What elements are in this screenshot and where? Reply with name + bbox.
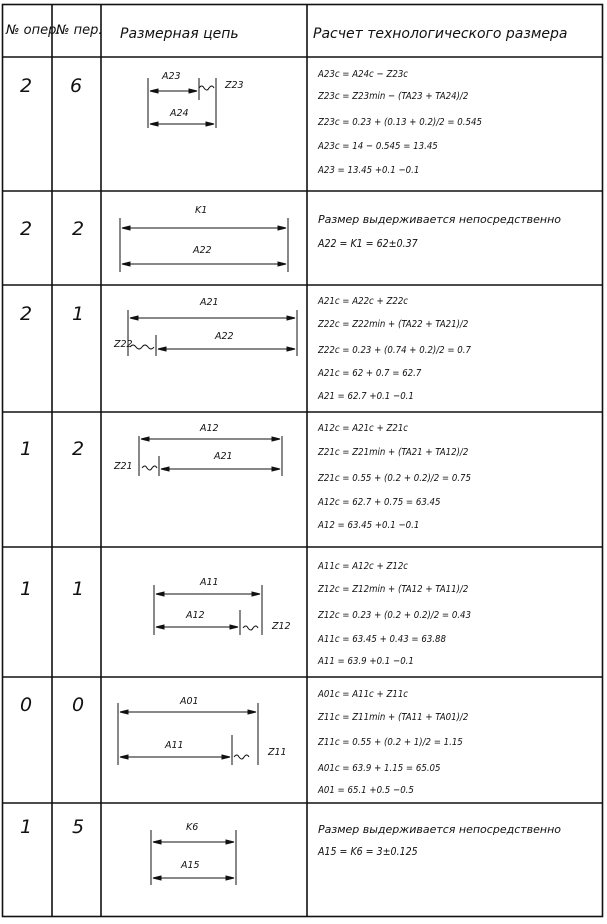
chain-label-top: A21: [200, 297, 219, 308]
row-transition-number: 1: [72, 303, 85, 325]
row-op-number: 1: [20, 578, 33, 600]
chain-label-bottom: A21: [214, 451, 233, 462]
calc-line: Z12c = Z12min + (TA12 + TA11)/2: [318, 584, 469, 595]
row-transition-number: 0: [72, 694, 85, 716]
chain-label-top: A23: [162, 71, 181, 82]
header-calculation: Расчет технологического размера: [313, 26, 568, 42]
row-transition-number: 2: [72, 438, 85, 460]
row-op-number: 2: [20, 303, 33, 325]
calc-line: A15 = K6 = 3±0.125: [318, 845, 418, 858]
calc-line: A22 = K1 = 62±0.37: [318, 237, 418, 250]
calc-line: A23c = 14 − 0.545 = 13.45: [318, 141, 438, 152]
chain-label-top: A01: [180, 696, 199, 707]
row-transition-number: 5: [72, 816, 85, 838]
calc-line: A01c = 63.9 + 1.15 = 65.05: [318, 763, 441, 774]
calc-line: Z22c = Z22min + (TA22 + TA21)/2: [318, 319, 469, 330]
calc-line: A23 = 13.45 +0.1 −0.1: [318, 165, 420, 176]
calc-line: Z11c = Z11min + (TA11 + TA01)/2: [318, 712, 469, 723]
calc-line: A12 = 63.45 +0.1 −0.1: [318, 520, 420, 531]
calc-line: Z22c = 0.23 + (0.74 + 0.2)/2 = 0.7: [318, 345, 471, 356]
calc-line: A01c = A11c + Z11c: [318, 689, 409, 700]
header-dimension-chain: Размерная цепь: [120, 26, 239, 42]
row-transition-number: 6: [70, 75, 83, 97]
header-op-number: № опер.: [6, 23, 61, 38]
calc-line: Z21c = Z21min + (TA21 + TA12)/2: [318, 447, 469, 458]
chain-label-allowance: Z22: [114, 339, 133, 350]
row-transition-number: 1: [72, 578, 85, 600]
chain-label-bottom: A12: [186, 610, 205, 621]
calc-line: A12c = 62.7 + 0.75 = 63.45: [318, 497, 441, 508]
calc-line: A11c = 63.45 + 0.43 = 63.88: [318, 634, 446, 645]
row-op-number: 1: [20, 438, 33, 460]
calc-line: Размер выдерживается непосредственно: [318, 823, 562, 836]
calc-line: Z21c = 0.55 + (0.2 + 0.2)/2 = 0.75: [318, 473, 471, 484]
chain-label-top: K1: [195, 205, 208, 216]
chain-label-top: K6: [186, 822, 199, 833]
calc-line: Размер выдерживается непосредственно: [318, 213, 562, 226]
calc-line: A21 = 62.7 +0.1 −0.1: [318, 391, 414, 402]
chain-label-bottom: A22: [193, 245, 212, 256]
calc-line: A01 = 65.1 +0.5 −0.5: [318, 785, 414, 796]
calc-line: A21c = A22c + Z22c: [318, 296, 409, 307]
row-transition-number: 2: [72, 218, 85, 240]
chain-label-top: A11: [200, 577, 219, 588]
chain-label-bottom: A11: [165, 740, 184, 751]
chain-label-bottom: A22: [215, 331, 234, 342]
chain-label-bottom: A15: [181, 860, 200, 871]
chain-label-bottom: A24: [170, 108, 189, 119]
row-op-number: 1: [20, 816, 33, 838]
calc-line: Z23c = Z23min − (TA23 + TA24)/2: [318, 91, 469, 102]
calc-line: Z23c = 0.23 + (0.13 + 0.2)/2 = 0.545: [318, 117, 482, 128]
row-op-number: 2: [20, 75, 33, 97]
chain-label-allowance: Z23: [225, 80, 244, 91]
chain-label-allowance: Z11: [268, 747, 287, 758]
row-op-number: 2: [20, 218, 33, 240]
calc-line: A21c = 62 + 0.7 = 62.7: [318, 368, 422, 379]
chain-label-top: A12: [200, 423, 219, 434]
header-transition-number: № пер.: [56, 23, 103, 38]
calc-line: A12c = A21c + Z21c: [318, 423, 409, 434]
chain-label-allowance: Z21: [114, 461, 133, 472]
calc-line: A23c = A24c − Z23c: [318, 69, 409, 80]
calc-line: Z12c = 0.23 + (0.2 + 0.2)/2 = 0.43: [318, 610, 471, 621]
chain-label-allowance: Z12: [272, 621, 291, 632]
calc-line: Z11c = 0.55 + (0.2 + 1)/2 = 1.15: [318, 737, 463, 748]
calc-line: A11c = A12c + Z12c: [318, 561, 409, 572]
calc-line: A11 = 63.9 +0.1 −0.1: [318, 656, 414, 667]
row-op-number: 0: [20, 694, 33, 716]
